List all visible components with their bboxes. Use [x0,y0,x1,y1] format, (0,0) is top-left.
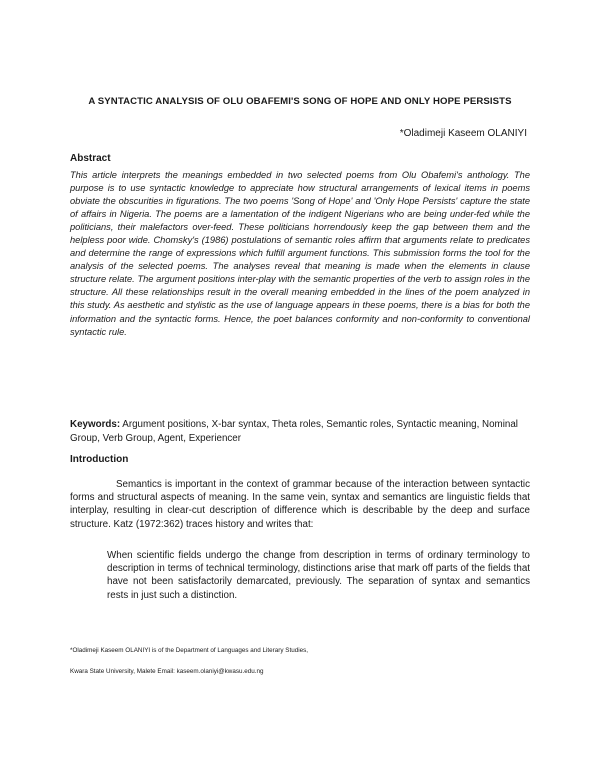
keywords-text: Argument positions, X-bar syntax, Theta roles, Semantic roles, Syntactic meaning, Nominal Group, Verb Group, Agent, Experiencer [70,419,518,444]
block-quote: When scientific fields undergo the change from description in terms of ordinary terminology to description in terms of technical terminology, distinctions arise that mark off parts of the fields that have not been satisfactorily demarcated, previously. The separation of syntax and semantics rests in just such a distinction. [107,550,530,601]
keywords-label: Keywords: [70,419,121,430]
introduction-paragraph: Semantics is important in the context of grammar because of the interaction between syntactic forms and structural aspects of meaning. In the same vein, syntax and semantics are linguistic fields that interplay, resulting in clear-cut description of difference which is describable by the deep and surface structure. Katz (1972:362) traces history and writes that: [70,479,530,530]
paper-title: A SYNTACTIC ANALYSIS OF OLU OBAFEMI'S SONG OF HOPE AND ONLY HOPE PERSISTS [88,96,512,107]
footnote-contact: Kwara State University, Malete Email: kaseem.olaniyi@kwasu.edu.ng [70,668,264,675]
keywords [70,418,530,445]
abstract-text: This article interprets the meanings embedded in two selected poems from Olu Obafemi's anthology. The purpose is to use syntactic knowledge to appreciate how structural arrangements of lexical items in poems obviate the obscurities in figurations. The two poems 'Song of Hope' and 'Only Hope Persists' capture the state of affairs in Nigeria. The poems are a lamentation of the indigent Nigerians who are being under-fed while the politicians, their malefactors over-feed. These politicians horrendously keep the gap between them and the helpless poor wide. Chomsky's (1986) postulations of semantic roles affirm that arguments relate to predicates and determine the range of expressions which fulfill argument functions. This submission forms the tool for the analysis of the selected poems. The analyses reveal that meaning is made when the elements in clause structure relate. The argument positions inter-play with the semantic properties of the verb to assign roles in the structure. All these relationships result in the overall meaning embedded in the lines of the poem analyzed in this study. As aesthetic and stylistic as the use of language appears in these poems, there is a bias for both the information and the syntactic forms. Hence, the poet balances conformity and non-conformity to conventional syntactic rule. [70,170,530,337]
introduction-heading: Introduction [70,454,129,465]
footnote-affiliation: *Oladimeji Kaseem OLANIYI is of the Department of Languages and Literary Studies, [70,647,309,654]
author-name: *Oladimeji Kaseem OLANIYI [399,128,527,139]
abstract-heading: Abstract [70,153,111,164]
